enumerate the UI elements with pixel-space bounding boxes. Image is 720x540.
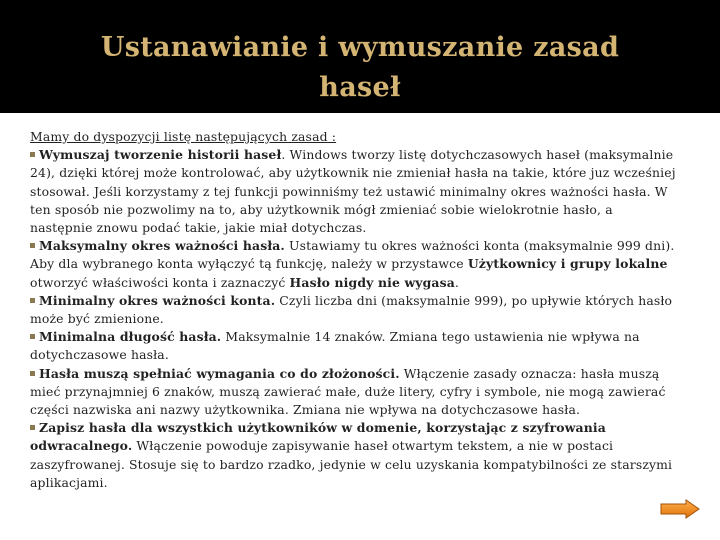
item-bold-term: Użytkownicy i grupy lokalne bbox=[467, 256, 668, 272]
item-text: Czyli liczba dni (maksymalnie 999), po upływie których hasło może być zmienione. bbox=[30, 292, 673, 327]
item-text: . Windows tworzy listę dotychczasowych haseł (maksymalnie 24), dzięki której może kontrolować, aby użytkownik nie zmieniał hasła na takie, które juz wcześniej stosował. Jeśli korzystamy z tej funkcji powinniśmy też ustawić minimalny okres ważności hasła. W ten sposób nie pozwolimy na to, aby użytkownik mógł zmieniać sobie wielokrotnie hasło, a następnie znowu podać takie, jakie miał dotychczas. bbox=[30, 147, 676, 236]
slide-title-line-1: Ustanawianie i wymuszanie zasad bbox=[100, 32, 620, 63]
list-item bbox=[30, 365, 678, 420]
item-text: . bbox=[454, 274, 460, 290]
bullet-icon bbox=[30, 334, 35, 339]
item-text: otworzyć właściwości konta i zaznaczyć bbox=[30, 274, 290, 290]
item-text: Ustawiamy tu okres ważności konta (maksymalnie 999 dni). Aby dla wybranego konta wyłączyć tą funkcję, należy w przystawce bbox=[30, 238, 675, 272]
bullet-icon bbox=[30, 152, 35, 157]
item-title: Minimalny okres ważności konta. bbox=[39, 292, 276, 308]
item-bold-term: Hasło nigdy nie wygasa bbox=[289, 274, 455, 290]
list-item bbox=[30, 292, 678, 328]
item-title: Maksymalny okres ważności hasła. bbox=[39, 238, 285, 254]
slide-title bbox=[60, 28, 660, 108]
bullet-icon bbox=[30, 243, 35, 248]
item-title: Zapisz hasła dla wszystkich użytkowników w domenie, korzystając z szyfrowania odwracalnego. bbox=[30, 420, 606, 454]
item-text: Włączenie powoduje zapisywanie haseł otwartym tekstem, a nie w postaci zaszyfrowanej. Stosuje się to bardzo rzadko, jedynie w celu uzyskania kompatybilności ze starszymi aplikacjami. bbox=[30, 438, 673, 490]
slide-title-line-2: haseł bbox=[319, 72, 401, 103]
bullet-icon bbox=[30, 371, 35, 376]
item-text: Włączenie zasady oznacza: hasła muszą mieć przynajmniej 6 znaków, muszą zawierać małe, duże litery, cyfry i symbole, nie mogą zawierać części nazwiska ani nazwy użytkownika. Zmiana nie wpływa na dotychczasowe hasła. bbox=[30, 365, 666, 418]
intro-text bbox=[30, 128, 678, 146]
next-slide-button[interactable] bbox=[660, 499, 700, 519]
arrow-right-icon bbox=[660, 499, 700, 519]
title-bar bbox=[0, 0, 720, 113]
intro-label: Mamy do dyspozycji listę następujących zasad : bbox=[30, 129, 337, 144]
item-text: Maksymalnie 14 znaków. Zmiana tego ustawienia nie wpływa na dotychczasowe hasła. bbox=[30, 329, 640, 363]
list-item bbox=[30, 419, 678, 492]
slide-body bbox=[30, 128, 678, 492]
bullet-icon bbox=[30, 425, 35, 430]
bullet-icon bbox=[30, 298, 35, 303]
list-item bbox=[30, 237, 678, 292]
list-item bbox=[30, 146, 678, 237]
item-title: Minimalna długość hasła. bbox=[39, 329, 222, 345]
list-item bbox=[30, 328, 678, 364]
item-title: Wymuszaj tworzenie historii haseł bbox=[39, 147, 282, 163]
item-title: Hasła muszą spełniać wymagania co do złożoności. bbox=[39, 365, 400, 381]
